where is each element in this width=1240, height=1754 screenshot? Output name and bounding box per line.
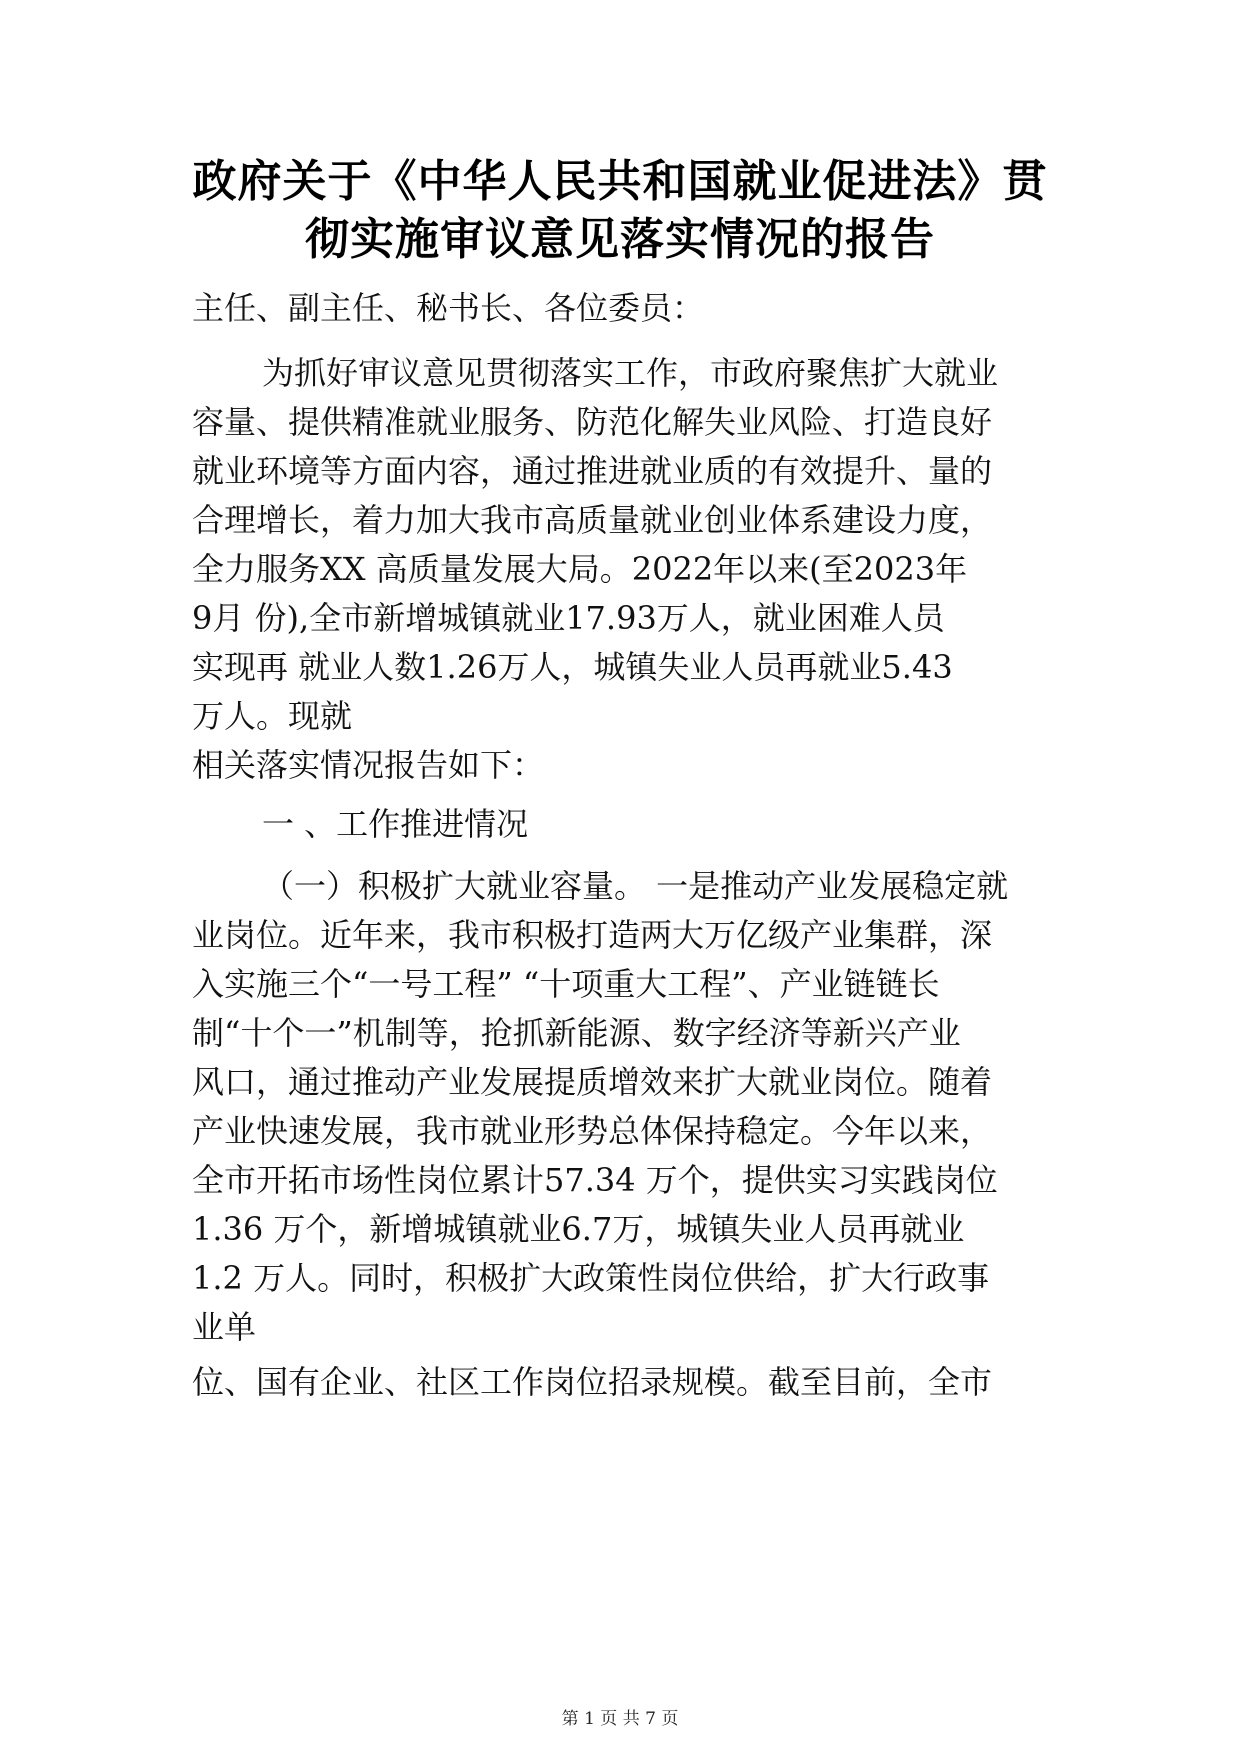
- section-line: 全市开拓市场性岗位累计57.34 万个，提供实习实践岗位: [192, 1161, 998, 1199]
- intro-line: 合理增长，着力加大我市高质量就业创业体系建设力度，: [192, 501, 993, 539]
- document-title-line-1: 政府关于《中华人民共和国就业促进法》贯: [192, 156, 1048, 207]
- document-title-line-2: 彻实施审议意见落实情况的报告: [305, 214, 935, 265]
- section-line: 1.2 万人。同时，积极扩大政策性岗位供给，扩大行政事: [192, 1259, 990, 1297]
- section-line: 位、国有企业、社区工作岗位招录规模。截至目前，全市: [192, 1363, 993, 1401]
- intro-line: 相关落实情况报告如下：: [192, 746, 545, 784]
- intro-line: 9月 份),全市新增城镇就业17.93万人，就业困难人员: [192, 599, 945, 637]
- intro-line: 实现再 就业人数1.26万人，城镇失业人员再就业5.43: [192, 648, 953, 686]
- intro-line: 就业环境等方面内容，通过推进就业质的有效提升、量的: [192, 452, 993, 490]
- section-line: 制“十个一”机制等，抢抓新能源、数字经济等新兴产业: [192, 1014, 961, 1052]
- section-line: （一）积极扩大就业容量。 一是推动产业发展稳定就: [262, 867, 1009, 905]
- intro-line: 全力服务XX 高质量发展大局。2022年以来(至2023年: [192, 550, 968, 588]
- intro-line: 为抓好审议意见贯彻落实工作，市政府聚焦扩大就业: [262, 354, 999, 392]
- section-line: 业岗位。近年来，我市积极打造两大万亿级产业集群，深: [192, 916, 993, 954]
- section-line: 风口，通过推动产业发展提质增效来扩大就业岗位。随着: [192, 1063, 993, 1101]
- section-line: 1.36 万个，新增城镇就业6.7万，城镇失业人员再就业: [192, 1210, 965, 1248]
- section-heading: 一 、工作推进情况: [262, 805, 529, 843]
- intro-line: 容量、提供精准就业服务、防范化解失业风险、打造良好: [192, 403, 993, 441]
- section-line: 入实施三个“一号工程” “十项重大工程”、产业链链长: [192, 965, 940, 1003]
- intro-line: 万人。现就: [192, 697, 353, 735]
- section-line: 产业快速发展，我市就业形势总体保持稳定。今年以来，: [192, 1112, 993, 1150]
- page-footer: 第 1 页 共 7 页: [561, 1709, 679, 1729]
- section-line: 业单: [192, 1308, 257, 1346]
- salutation: 主任、副主任、秘书长、各位委员：: [192, 289, 705, 327]
